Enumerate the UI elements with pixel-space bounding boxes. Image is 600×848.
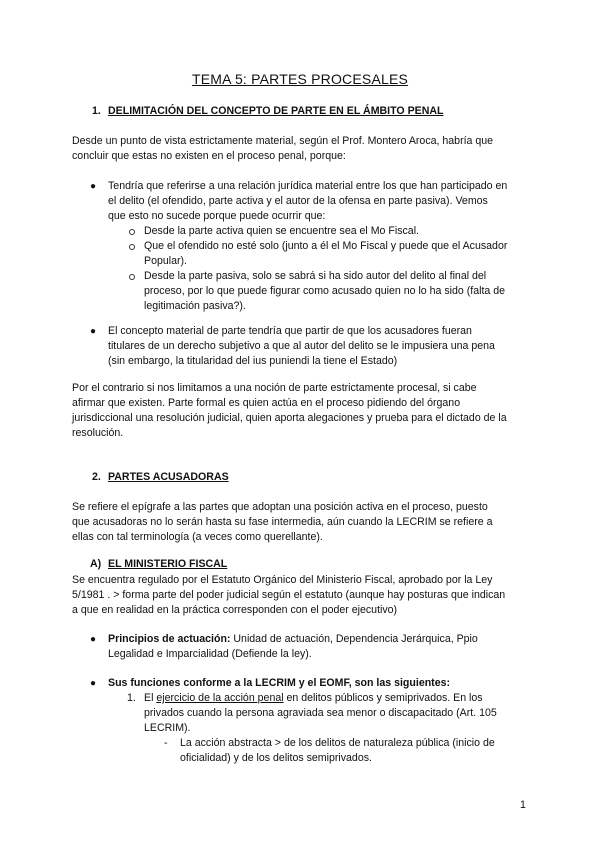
sub-bullet-1: Desde la parte activa quien se encuentre sea el Mo Fiscal. [144, 225, 419, 237]
page-number: 1 [520, 799, 526, 811]
sub-bullet-3-line: proceso, por lo que puede figurar como acusado quien no lo ha sido (falta de [144, 285, 506, 297]
section-1-number: 1. [92, 105, 101, 117]
bullet-icon: ● [90, 326, 97, 337]
section-1-intro-line: Desde un punto de vista estrictamente material, según el Prof. Montero Aroca, habría que [72, 135, 494, 147]
circle-bullet-icon [129, 229, 135, 235]
item-1-post: en delitos públicos y semiprivados. En los [283, 692, 483, 704]
sub-bullet-2-line: Popular). [144, 255, 187, 267]
bullet-2-line: (sin embargo, la titularidad del ius puniendi la tiene el Estado) [108, 355, 398, 367]
bullet-1-line: Tendría que referirse a una relación jurídica material entre los que han participado en [108, 180, 508, 192]
bullet-2-line: El concepto material de parte tendría que partir de que los acusadores fueran [108, 325, 472, 337]
dash-bullet: - [164, 737, 168, 749]
section-1-closing-line: resolución. [72, 427, 124, 439]
item-1-line: privados cuando la persona agraviada sea menor o discapacitado (Art. 105 [144, 707, 497, 719]
item-1-line [144, 691, 483, 706]
principios-label: Principios de actuación: [108, 633, 231, 645]
funciones-heading: Sus funciones conforme a la LECRIM y el EOMF, son las siguientes: [108, 677, 451, 689]
dash-item-line: oficialidad) y de los delitos semiprivados. [180, 752, 372, 764]
subsection-a-text-line: Se encuentra regulado por el Estatuto Orgánico del Ministerio Fiscal, aprobado por la Ley [72, 574, 493, 586]
circle-bullet-icon [129, 274, 135, 280]
principios-line: Legalidad e Imparcialidad (Defiende la ley). [108, 648, 312, 660]
subsection-a-text-line: 5/1981 . > forma parte del poder judicial según el estatuto (aunque hay posturas que indican [72, 589, 506, 601]
section-1-heading: DELIMITACIÓN DEL CONCEPTO DE PARTE EN EL ÁMBITO PENAL [108, 105, 444, 117]
section-1-closing-line: afirmar que existen. Parte formal es quien actúa en el proceso pidiendo del órgano [72, 397, 461, 409]
section-2-number: 2. [92, 471, 101, 483]
bullet-icon: ● [90, 678, 97, 689]
dash-item-line: La acción abstracta > de los delitos de naturaleza pública (inicio de [180, 737, 495, 749]
principios-line [108, 632, 478, 647]
bullet-icon: ● [90, 634, 97, 645]
subsection-a-heading: EL MINISTERIO FISCAL [108, 558, 228, 570]
sub-bullet-2-line: Que el ofendido no esté solo (junto a él el Mo Fiscal y puede que el Acusador [144, 240, 508, 252]
bullet-1-line: el delito (el ofendido, parte activa y el autor de la ofensa en parte pasiva). Vemos [108, 195, 488, 207]
item-1-pre: El [144, 692, 157, 704]
page-title: TEMA 5: PARTES PROCESALES [191, 71, 409, 87]
sub-bullet-3-line: Desde la parte pasiva, solo se sabrá si ha sido autor del delito al final del [144, 270, 487, 282]
sub-bullet-3-line: legitimación pasiva?). [144, 300, 246, 312]
principios-text: Unidad de actuación, Dependencia Jerárquica, Ppio [230, 633, 478, 645]
item-1-line: LECRIM). [144, 722, 191, 734]
bullet-1-line: que esto no sucede porque puede ocurrir que: [108, 210, 326, 222]
circle-bullet-icon [129, 244, 135, 250]
item-1-number: 1. [127, 692, 136, 704]
accion-penal-link: ejercicio de la acción penal [156, 692, 284, 704]
subsection-a-text-line: a que en realidad en la práctica corresponden con el poder ejecutivo) [72, 604, 398, 616]
section-2-intro-line: Se refiere el epígrafe a las partes que adoptan una posición activa en el proceso, puesto [72, 501, 488, 513]
section-2-intro-line: que acusadoras no lo serán hasta su fase intermedia, aún cuando la LECRIM se refiere a [72, 516, 493, 528]
section-1-closing-line: jurisdiccional una resolución judicial, quien aporta alegaciones y prueba para el dictado de la [72, 412, 507, 424]
bullet-2-line: titulares de un derecho subjetivo a que al autor del delito se le impusiera una pena [108, 340, 495, 352]
section-2-heading: PARTES ACUSADORAS [108, 471, 229, 483]
section-2-intro-line: ellas con tal terminología (a veces como querellante). [72, 531, 323, 543]
bullet-icon: ● [90, 181, 97, 192]
section-1-intro-line: concluir que estas no existen en el proceso penal, porque: [72, 150, 346, 162]
section-1-closing-line: Por el contrario si nos limitamos a una noción de parte estrictamente procesal, si cabe [72, 382, 477, 394]
subsection-a-label: A) [90, 558, 102, 570]
